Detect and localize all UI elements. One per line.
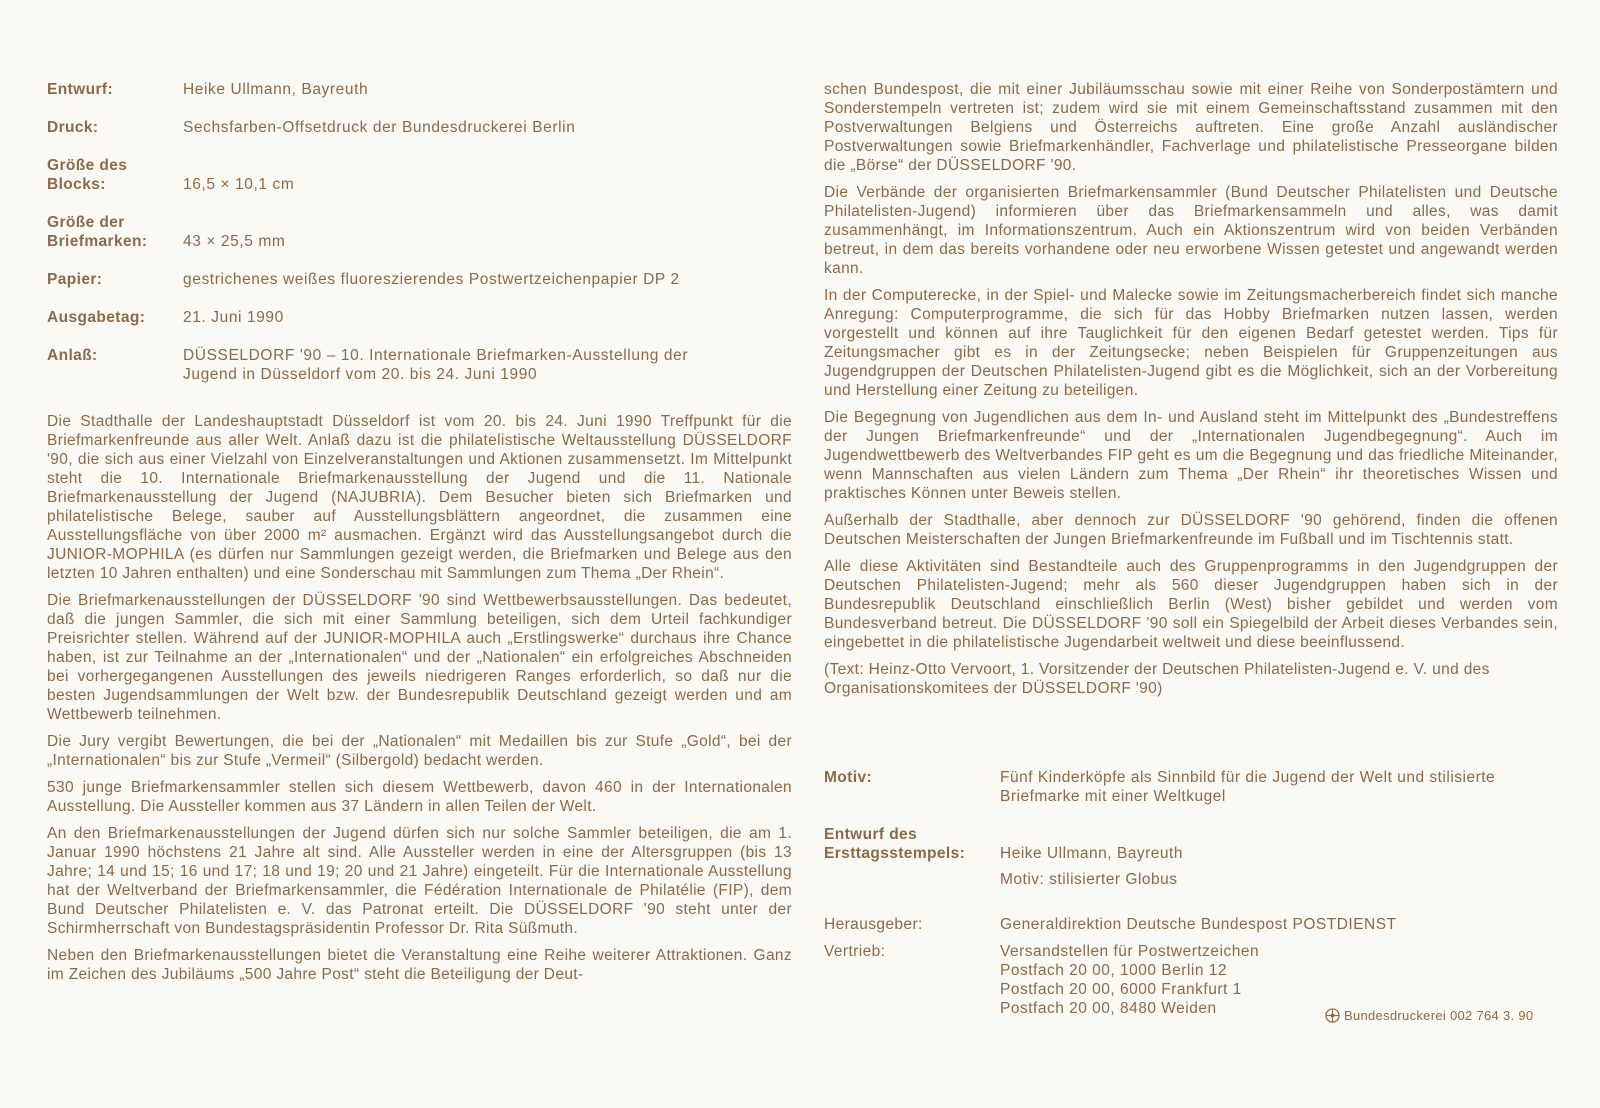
info-value [1000,942,1558,1018]
printer-note-text: Bundesdruckerei 002 764 3. 90 [1344,1008,1534,1023]
spec-value-line: Jugend in Düsseldorf vom 20. bis 24. Juni 1990 [183,366,538,383]
spec-label [47,156,183,194]
body-paragraph: Die Begegnung von Jugendlichen aus dem In- und Ausland steht im Mittelpunkt des „Bundestreffens der Jungen Briefmarkenfreunde“ und der „Internationalen Jugendbegegnung“. Auch im Jugendwettbewerb des Weltverbandes FIP geht es um die Begegnung und das friedliche Miteinander, wenn Mannschaften aus vielen Ländern zum Thema „Der Rhein“ ihr theoretisches Wissen und praktisches Können unter Beweis stellen. [824,409,1558,502]
body-paragraph: Die Stadthalle der Landeshauptstadt Düsseldorf ist vom 20. bis 24. Juni 1990 Treffpunkt für die Briefmarkenfreunde aus aller Welt. Anlaß dazu ist die philatelistische Weltausstellung DÜSSELDORF '90, die sich aus einer Vielzahl von Einzelveranstaltungen und Aktionen zusammensetzt. Im Mittelpunkt steht die 10. Internationale Briefmarkenausstellung der Jugend und die 11. Nationale Briefmarkenausstellung der Jugend (NAJUBRIA). Dem Besucher bieten sich Briefmarken und philatelistische Belege, sauber auf Ausstellungsblättern angeordnet, die zusammen eine Ausstellungsfläche von über 2000 m² ausmachen. Ergänzt wird das Ausstellungsangebot durch die JUNIOR-MOPHILA (es dürfen nur Sammlungen gezeigt werden, die Briefmarken und Belege aus den letzten 10 Jahren enthalten) und eine Sonderschau mit Sammlungen zum Thema „Der Rhein“. [47,413,792,582]
specs-block [47,80,792,384]
spec-value-line: DÜSSELDORF '90 – 10. Internationale Briefmarken-Ausstellung der [183,347,689,364]
spec-value: Sechsfarben-Offsetdruck der Bundesdruckerei Berlin [183,119,576,136]
address-line: Postfach 20 00, 8480 Weiden [1000,1000,1217,1017]
spec-value: 21. Juni 1990 [183,309,284,326]
info-herausgeber [824,915,1558,934]
body-paragraph: Die Jury vergibt Bewertungen, die bei der „Nationalen“ mit Medaillen bis zur Stufe „Gold“, bei der „Internationalen“ bis zur Stufe „Vermeil“ (Silbergold) bedacht werden. [47,733,792,769]
address-line: Versandstellen für Postwertzeichen [1000,943,1260,960]
info-label: Motiv: [824,769,873,786]
info-value: Fünf Kinderköpfe als Sinnbild für die Jugend der Welt und stilisierte Briefmarke mit einer Weltkugel [1000,769,1496,805]
address-line: Postfach 20 00, 1000 Berlin 12 [1000,962,1227,979]
spec-groesse-briefmarken [47,213,792,251]
author-credit: (Text: Heinz-Otto Vervoort, 1. Vorsitzender der Deutschen Philatelisten-Jugend e. V. und des Organisationskomitees der DÜSSELDORF '90) [824,661,1490,697]
spec-anlass [47,346,792,384]
bundesdruckerei-logo-icon [1325,1008,1340,1023]
info-value: Generaldirektion Deutsche Bundespost POSTDIENST [1000,916,1397,933]
spec-ausgabetag [47,308,792,327]
spec-label-line: Größe der [47,214,125,231]
spec-value: 16,5 × 10,1 cm [183,176,295,193]
info-label: Vertrieb: [824,943,886,960]
info-label: Herausgeber: [824,916,923,933]
info-stempel [824,825,1558,889]
info-value-line: Heike Ullmann, Bayreuth [1000,845,1183,862]
spec-papier [47,270,792,289]
body-paragraph: schen Bundespost, die mit einer Jubiläumsschau sowie mit einer Reihe von Sonderpostämtern und Sonderstempeln vertreten ist; zudem wird sie mit einem Gemeinschaftsstand zusammen mit den Postverwaltungen Belgiens und Österreichs auftreten. Eine große Anzahl ausländischer Postverwaltungen sowie Briefmarkenhändler, Fachverlage und philatelistische Presseorgane bilden die „Börse“ der DÜSSELDORF '90. [824,81,1558,174]
printer-note [1325,1008,1533,1023]
body-paragraph: Die Verbände der organisierten Briefmarkensammler (Bund Deutscher Philatelisten und Deutsche Philatelisten-Jugend) informieren über das Briefmarkensammeln und alles, was damit zusammenhängt, im Informationszentrum. Auch ein Aktionszentrum wird von beiden Verbänden betreut, in dem das bereits vorhandene oder neu erworbene Wissen getestet und angewandt werden kann. [824,184,1558,277]
body-paragraph: Neben den Briefmarkenausstellungen bietet die Veranstaltung eine Reihe weiterer Attraktionen. Ganz im Zeichen des Jubiläums „500 Jahre Post“ steht die Beteiligung der Deut- [47,947,792,983]
spec-value: 43 × 25,5 mm [183,233,286,250]
info-value [1000,825,1558,889]
spec-label-line: Briefmarken: [47,233,148,250]
spec-value [183,346,792,384]
body-paragraph: Die Briefmarkenausstellungen der DÜSSELDORF '90 sind Wettbewerbsausstellungen. Das bedeutet, daß die jungen Sammler, die sich mit einer Sammlung beteiligen, sich dem Urteil fachkundiger Preisrichter stellen. Während auf der JUNIOR-MOPHILA auch „Erstlingswerke“ durchaus ihre Chance haben, ist zur Teilnahme an der „Internationalen“ und der „Nationalen“ ein erfolgreiches Abschneiden bei vorhergegangenen Ausstellungen des jeweils niedrigeren Ranges erforderlich, so daß nur die besten Jugendsammlungen der Welt bzw. der Bundesrepublik Deutschland gezeigt werden und am Wettbewerb teilnehmen. [47,592,792,723]
left-body-text [47,412,792,992]
body-paragraph: An den Briefmarkenausstellungen der Jugend dürfen sich nur solche Sammler beteiligen, die am 1. Januar 1990 höchstens 21 Jahre alt sind. Alle Aussteller werden in eine der Altersgruppen (bis 13 Jahre; 14 und 15; 16 und 17; 18 und 19; 20 und 21 Jahre) eingeteilt. Für die Internationale Ausstellung hat der Weltverband der Briefmarkensammler, die Fédération Internationale de Philatélie (FIP), dem Bund Deutscher Philatelisten e. V. das Patronat erteilt. Die DÜSSELDORF '90 steht unter der Schirmherrschaft von Bundestagspräsidentin Professor Dr. Rita Süßmuth. [47,825,792,937]
info-label [824,825,1000,889]
info-label-line: Ersttagsstempels: [824,845,966,862]
info-value-line: Motiv: stilisierter Globus [1000,871,1178,888]
spec-label: Druck: [47,119,99,136]
left-column [47,80,792,983]
body-paragraph: Außerhalb der Stadthalle, aber dennoch zur DÜSSELDORF '90 gehörend, finden die offenen Deutschen Meisterschaften der Jungen Briefmarkenfreunde im Fußball und im Tischtennis statt. [824,512,1558,548]
spec-label: Anlaß: [47,347,98,364]
info-vertrieb [824,942,1558,1018]
body-paragraph: In der Computerecke, in der Spiel- und Malecke sowie im Zeitungsmacherbereich findet sich manche Anregung: Computerprogramme, die sich für das Hobby Briefmarken nutzen lassen, werden vorgestellt und können auf ihre Tauglichkeit für den eigenen Bedarf getestet werden. Tips für Zeitungsmacher gibt es in der Zeitungsecke; neben Beispielen für Gruppenzeitungen aus Jugendgruppen der Deutschen Philatelisten-Jugend gibt es die Möglichkeit, sich an der Vorbereitung und Herstellung einer Zeitung zu beteiligen. [824,287,1558,399]
spec-label: Papier: [47,271,103,288]
info-motiv [824,768,1558,806]
spec-entwurf [47,80,792,99]
spec-druck [47,118,792,137]
spec-groesse-block [47,156,792,194]
spec-label-line: Blocks: [47,176,106,193]
right-body-text [824,80,1558,698]
info-block [824,768,1558,1018]
spec-label: Ausgabetag: [47,309,146,326]
info-label-line: Entwurf des [824,826,918,843]
body-paragraph: Alle diese Aktivitäten sind Bestandteile auch des Gruppenprogramms in den Jugendgruppen der Deutschen Philatelisten-Jugend; mehr als 560 dieser Jugendgruppen haben sich in der Bundesrepublik Deutschland einschließlich Berlin (West) bisher gebildet und werden vom Bundesverband betreut. Die DÜSSELDORF '90 soll ein Spiegelbild der Arbeit dieses Verbandes sein, eingebettet in die philatelistische Jugendarbeit weltweit und diese beeinflussend. [824,558,1558,651]
address-line: Postfach 20 00, 6000 Frankfurt 1 [1000,981,1242,998]
spec-label [47,213,183,251]
spec-value: gestrichenes weißes fluoreszierendes Postwertzeichenpapier DP 2 [183,271,680,288]
spec-label-line: Größe des [47,157,128,174]
body-paragraph: 530 junge Briefmarkensammler stellen sich diesem Wettbewerb, davon 460 in der Internationalen Ausstellung. Die Aussteller kommen aus 37 Ländern in allen Teilen der Welt. [47,779,792,815]
spec-value: Heike Ullmann, Bayreuth [183,81,369,98]
spec-label: Entwurf: [47,81,114,98]
